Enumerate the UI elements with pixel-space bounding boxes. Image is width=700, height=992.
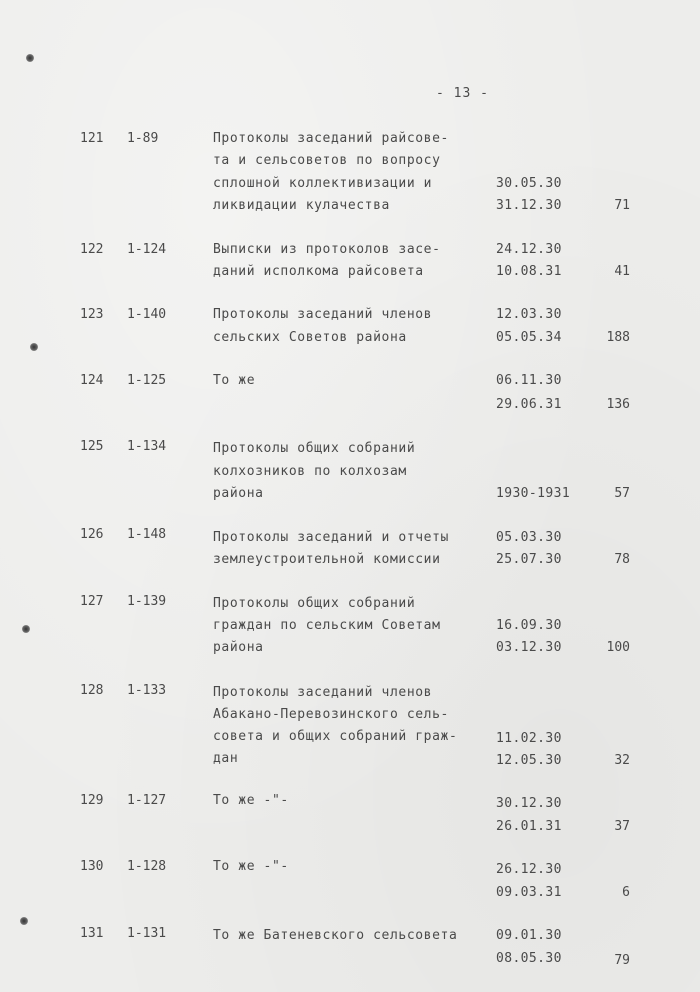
entry-sheet-count: 79	[614, 953, 630, 968]
entry-number: 123	[80, 307, 104, 322]
entry-date-range: 1930-1931	[496, 486, 571, 501]
entry-code: 1-127	[127, 793, 167, 808]
entry-number: 131	[80, 926, 104, 941]
entry-number: 130	[80, 859, 104, 874]
entry-date-end: 03.12.30	[496, 640, 562, 655]
entry-title-line: То же Батеневского сельсовета	[213, 928, 458, 943]
entry-code: 1-89	[127, 131, 159, 146]
entry-title-line: даний исполкома райсовета	[213, 264, 424, 279]
entry-title-line: колхозников по колхозам	[213, 464, 407, 479]
entry-title-line: граждан по сельским Советам	[213, 618, 441, 633]
entry-code: 1-125	[127, 373, 167, 388]
entry-date-end: 10.08.31	[496, 264, 562, 279]
entry-code: 1-148	[127, 527, 167, 542]
entry-code: 1-140	[127, 307, 167, 322]
entry-title-line: То же -"-	[213, 859, 289, 874]
entry-code: 1-131	[127, 926, 167, 941]
entry-number: 128	[80, 683, 104, 698]
entry-title-line: То же	[213, 373, 256, 388]
entry-code: 1-134	[127, 439, 167, 454]
entry-number: 127	[80, 594, 104, 609]
entry-sheet-count: 57	[614, 486, 630, 501]
entry-date-end: 08.05.30	[496, 951, 562, 966]
entry-date-end: 09.03.31	[496, 885, 562, 900]
entry-date-end: 31.12.30	[496, 198, 562, 213]
entry-title-line: дан	[213, 751, 239, 766]
punch-hole-mark	[30, 343, 38, 351]
entry-code: 1-139	[127, 594, 167, 609]
entry-date-end: 29.06.31	[496, 397, 562, 412]
entry-date-start: 26.12.30	[496, 862, 562, 877]
entry-sheet-count: 32	[614, 753, 630, 768]
entry-code: 1-133	[127, 683, 167, 698]
entry-sheet-count: 41	[614, 264, 630, 279]
entry-number: 125	[80, 439, 104, 454]
entry-code: 1-124	[127, 242, 167, 257]
entry-title-line: ликвидации кулачества	[213, 198, 390, 213]
entry-title-line: сельских Советов района	[213, 330, 407, 345]
punch-hole-mark	[22, 625, 30, 633]
entry-title-line: совета и общих собраний граж-	[213, 729, 458, 744]
entry-date-end: 05.05.34	[496, 330, 562, 345]
entry-sheet-count: 188	[606, 330, 630, 345]
entry-sheet-count: 136	[606, 397, 630, 412]
entry-date-start: 30.05.30	[496, 176, 562, 191]
entry-title-line: Протоколы заседаний и отчеты	[213, 530, 449, 545]
entry-title-line: Абакано-Перевозинского сель-	[213, 707, 449, 722]
entry-code: 1-128	[127, 859, 167, 874]
entry-date-end: 12.05.30	[496, 753, 562, 768]
entry-date-end: 26.01.31	[496, 819, 562, 834]
entry-title-line: Протоколы заседаний членов	[213, 685, 433, 700]
entry-title-line: Протоколы заседаний райсове-	[213, 131, 449, 146]
entry-title-line: То же -"-	[213, 793, 289, 808]
entry-date-start: 11.02.30	[496, 731, 562, 746]
entry-title-line: землеустроительной комиссии	[213, 552, 441, 567]
entry-title-line: та и сельсоветов по вопросу	[213, 153, 441, 168]
entry-sheet-count: 78	[614, 552, 630, 567]
entry-date-start: 24.12.30	[496, 242, 562, 257]
entry-number: 124	[80, 373, 104, 388]
entry-title-line: района	[213, 640, 264, 655]
entry-date-start: 05.03.30	[496, 530, 562, 545]
entry-number: 122	[80, 242, 104, 257]
punch-hole-mark	[20, 917, 28, 925]
entry-title-line: Протоколы заседаний членов	[213, 307, 433, 322]
entry-sheet-count: 37	[614, 819, 630, 834]
entry-number: 126	[80, 527, 104, 542]
entry-date-start: 30.12.30	[496, 796, 562, 811]
entry-sheet-count: 71	[614, 198, 630, 213]
entry-number: 129	[80, 793, 104, 808]
entry-date-end: 25.07.30	[496, 552, 562, 567]
entry-title-line: Выписки из протоколов засе-	[213, 242, 441, 257]
entry-title-line: Протоколы общих собраний	[213, 596, 416, 611]
page-number: - 13 -	[436, 86, 489, 101]
entry-date-start: 12.03.30	[496, 307, 562, 322]
entry-date-start: 16.09.30	[496, 618, 562, 633]
entry-title-line: района	[213, 486, 264, 501]
entry-date-start: 09.01.30	[496, 928, 562, 943]
entry-title-line: Протоколы общих собраний	[213, 441, 416, 456]
entry-number: 121	[80, 131, 104, 146]
entry-sheet-count: 100	[606, 640, 630, 655]
punch-hole-mark	[26, 54, 34, 62]
entry-date-start: 06.11.30	[496, 373, 562, 388]
entry-sheet-count: 6	[622, 885, 630, 900]
entry-title-line: сплошной коллективизации и	[213, 176, 433, 191]
